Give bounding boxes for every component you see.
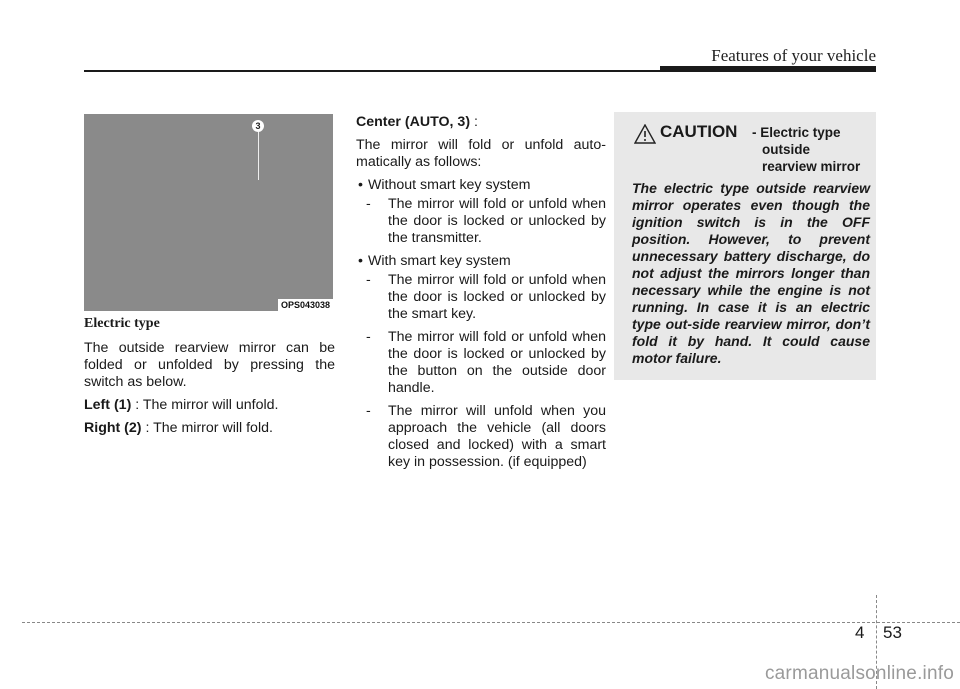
left-label: Left (1) (84, 397, 132, 413)
caution-subtitle-line2: outside (762, 142, 811, 157)
dash-item: - The mirror will unfold when you approach the vehicle (all doors closed and locked) with a smart key in possession. (if equipped) (366, 403, 606, 471)
dash-item: - The mirror will fold or unfold when the door is locked or unlocked by the transmitter. (366, 196, 606, 247)
middle-column (356, 114, 606, 477)
dash-item: - The mirror will fold or unfold when the door is locked or unlocked by the button on the outside door handle. (366, 329, 606, 397)
callout-marker: 3 (252, 120, 264, 132)
caution-body: The electric type outside rearview mirror operates even though the ignition switch is in the OFF position. However, to prevent unnecessary battery discharge, do not adjust the mirrors longer than necessary while the engine is not running. In case it is an electric type out-side rearview mirror, don’t fold it by hand. It could cause motor failure. (632, 180, 870, 366)
bullet-without-smart-key: • Without smart key system (356, 177, 606, 194)
right-label: Right (2) (84, 420, 142, 436)
section-heading: Electric type (84, 316, 160, 331)
caution-title: CAUTION (660, 122, 738, 141)
center-suffix: : (470, 114, 478, 130)
caution-subtitle-line1: - Electric type (752, 125, 841, 140)
caution-subtitle-line3: rearview mirror (762, 159, 861, 174)
right-item (84, 420, 335, 437)
callout-line (258, 132, 259, 180)
right-text: : The mirror will fold. (141, 420, 273, 436)
mirror-figure (84, 114, 333, 311)
watermark: carmanualsonline.info (764, 663, 954, 684)
center-intro: The mirror will fold or unfold auto-matically as follows: (356, 137, 606, 170)
footer-rule (22, 622, 960, 623)
left-text: : The mirror will unfold. (131, 397, 279, 413)
header-title: Features of your vehicle (711, 46, 876, 65)
header-tab-bar (660, 66, 876, 72)
caution-subtitle (752, 124, 882, 175)
chapter-number: 4 (855, 623, 865, 642)
left-item (84, 397, 335, 414)
bullet-with-smart-key: • With smart key system (356, 253, 606, 270)
center-label: Center (AUTO, 3) (356, 114, 471, 130)
left-column (84, 315, 335, 443)
figure-code: OPS043038 (278, 299, 333, 311)
caution-box (614, 112, 876, 380)
dash-item: - The mirror will fold or unfold when the door is locked or unlocked by the smart key. (366, 272, 606, 323)
warning-triangle-icon (634, 124, 656, 144)
center-heading (356, 114, 606, 131)
intro-paragraph: The outside rearview mirror can be folded or unfolded by pressing the switch as below. (84, 340, 335, 390)
page-number: 53 (883, 623, 902, 642)
